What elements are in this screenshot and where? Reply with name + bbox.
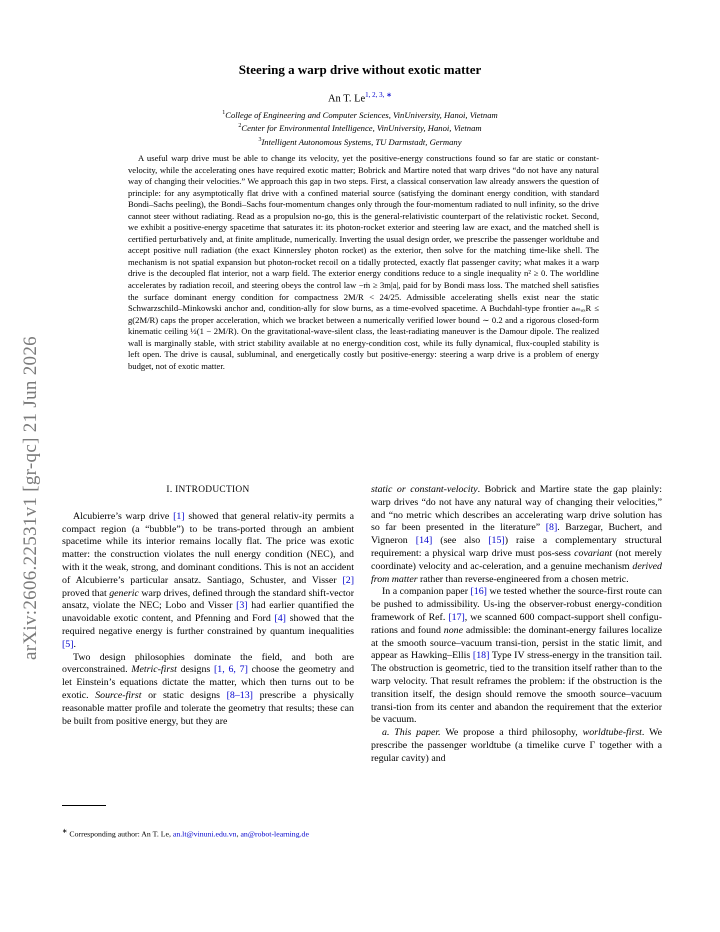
citation-link[interactable]: [3] — [236, 600, 248, 612]
abstract: A useful warp drive must be able to change its velocity, yet the positive-energy constructions found so far are static or constant-velocity, while the accelerating ones have required exotic matter; Bobrick and Martire noted that warp drives “do not have any natural way of changing their velocities.” We approach this gap in two steps. First, a classical conservation law already answers the question of principle: for any asymptotically flat drive with a confined material source (satisfying the dominant energy condition, with standard Bondi–Sachs peeling), the Bondi–Sachs four-momentum changes only through the four-momentum radiated to null infinity, so the drive cannot steer without radiating. Read as a propulsion no-go, this is the general-relativistic counterpart of the relativistic rocket. Second, we exhibit a positive-energy spacetime that saturates it: its photon-rocket exterior and steering law are exact, and the matched shell is certified perturbatively and, at finite amplitude, numerically. Inverting the usual design order, we prescribe the passenger worldtube and accept positive null radiation (the exact Kinnersley photon rocket) as the exterior, then solve for the matching time-like shell. The mechanism is not spatial expansion but photon-rocket recoil on a tidally protected, exactly flat passenger cavity; what makes it a warp drive is the decoupled flat interior, not a warp field. The exterior energy conditions reduce to a single inequality n² ≥ 0. The worldline accelerates by radiation recoil, and steering obeys the control law −ṁ ≥ 3m|a|, paid for by Bondi mass loss. The matched shell satisfies the surface dominant energy condition for compactness 2M/R < 24/25. Admissible accelerating shells exist near the static Schwarzschild–Minkowski anchor and, condition-ally for slow burns, as a time-evolved spacetime. A Buchdahl-type frontier aₘₐₓR ≤ g(2M/R) caps the proper acceleration, which we bracket between a numerically verified lower bound ∼ 0.2 and a rigorous closed-form kinematic ceiling ½(1 − 2M/R). On the gravitational-wave-silent class, the least-radiating maneuver is the Damour dipole. The realized wall is marginally stable, with strict stability available at no energy-condition cost, while its fully dynamical, flux-coupled stability is left open. The drive is causal, subluminal, and energetically costly but positive-energy: steering a warp drive is a problem of energy budget, not of exotic matter. — [128, 153, 599, 371]
citation-link[interactable]: [14] — [415, 535, 433, 547]
citation-link[interactable]: [1] — [173, 510, 185, 522]
section-heading: I. INTRODUCTION — [166, 485, 250, 495]
author-line — [0, 91, 720, 105]
email-link[interactable]: an.lt@vinuni.edu.vn — [172, 829, 237, 839]
citation-link[interactable]: [5] — [62, 638, 74, 650]
citation-link[interactable]: [18] — [472, 650, 490, 662]
right-column — [371, 484, 662, 766]
arxiv-stamp: arXiv:2606.22531v1 [gr-qc] 21 Jun 2026 — [20, 336, 41, 660]
affiliation-2: $^2$Center for Environmental Intelligence, VinUniversity, Hanoi, Vietnam — [238, 123, 482, 134]
intro-paragraph-1: Alcubierre’s warp drive [1] showed that general relativ-ity permits a compact region (a “bubble”) to be trans-ported through an ambient spacetime while its interior remains locally flat. The price was exotic matter: the construction violates the null energy condition (NEC), and with it the weak, strong, and dominant conditions. This is not an accident of Alcubierre’s particular ansatz. Santiago, Schuster, and Visser [2] proved that generic warp drives, defined through the standard shift-vector ansatz, violate the NEC; Lobo and Visser [3] had earlier quantified the unavoidable exotic content, and Pfenning and Ford [4] showed that the required negative energy is further constrained by quantum inequalities [5]. — [62, 510, 354, 650]
author-marks[interactable]: 1, 2, 3, ∗ — [365, 91, 393, 99]
citation-link[interactable]: [15] — [488, 535, 505, 547]
footnote: ∗ Corresponding author: An T. Le, an.lt@vinuni.edu.vn, an@robot-learning.de — [62, 828, 309, 839]
citation-link[interactable]: [1, 6, 7] — [214, 664, 248, 676]
citation-link[interactable]: [4] — [274, 613, 286, 625]
citation-link[interactable]: [17] — [448, 611, 465, 623]
paragraph-label: a. This paper. — [382, 727, 441, 739]
citation-link[interactable]: [2] — [342, 574, 354, 586]
affiliations — [0, 108, 720, 148]
paper-title: Steering a warp drive without exotic matter — [238, 62, 482, 77]
citation-link[interactable]: [8] — [545, 522, 558, 534]
citation-link[interactable]: [16] — [470, 586, 487, 598]
footnote-rule — [62, 805, 106, 806]
intro-paragraph-4: In a companion paper [16] we tested whether the source-first route can be pushed to admissibility. Us-ing the observer-robust energy-condition framework of Ref. [17], we scanned 600 compact-support shell configu-rations and found none admissible: the dominant-energy failures localize at the smooth source–vacuum transi-tion, persist in the static limit, and appear as Hawking–Ellis [18] Type IV stress-energy in the transition tail. The obstruction is geometric, tied to the transition itself rather than to the warp velocity. That result reframes the problem: if the obstruction is the transition itself, the design should remove the smooth source–vacuum transi-tion from its center and abandon the requirement that the exterior be vacuum. — [371, 586, 662, 726]
affiliation-3: $^3$Intelligent Autonomous Systems, TU Darmstadt, Germany — [258, 136, 462, 147]
intro-paragraph-2: Two design philosophies dominate the field, and both are overconstrained. Metric-first designs [1, 6, 7] choose the geometry and let Einstein’s equations dictate the matter, which then turns out to be exotic. Source-first or static designs [8–13] prescribe a physically reasonable matter profile and tolerate the geometry that results; these can be built from positive energy, but they are — [62, 651, 355, 727]
citation-link[interactable]: [8–13] — [226, 689, 253, 701]
left-column — [62, 484, 354, 728]
author-name: An T. Le — [327, 93, 366, 105]
intro-paragraph-5: a. This paper. We propose a third philosophy, worldtube-first. We prescribe the passenger worldtube (a timelike curve Γ together with a regular cavity) and — [371, 727, 663, 764]
email-link[interactable]: an@robot-learning.de — [240, 829, 309, 839]
affiliation-1: $^1$College of Engineering and Computer Sciences, VinUniversity, Hanoi, Vietnam — [222, 109, 498, 120]
intro-paragraph-3: static or constant-velocity. Bobrick and Martire state the gap plainly: warp drives “do not have any natural way of changing their velocities,” and “no metric which describes an accelerating warp drive solution has so far been presented in the literature” [8]. Barzegar, Buchert, and Vigneron [14] (see also [15]) raise a complementary structural requirement: a physical warp drive must pos-sess covariant (not merely coordinate) velocity and ac-celeration, and a genuine mechanism derived from matter rather than reverse-engineered from a chosen metric. — [371, 484, 663, 585]
